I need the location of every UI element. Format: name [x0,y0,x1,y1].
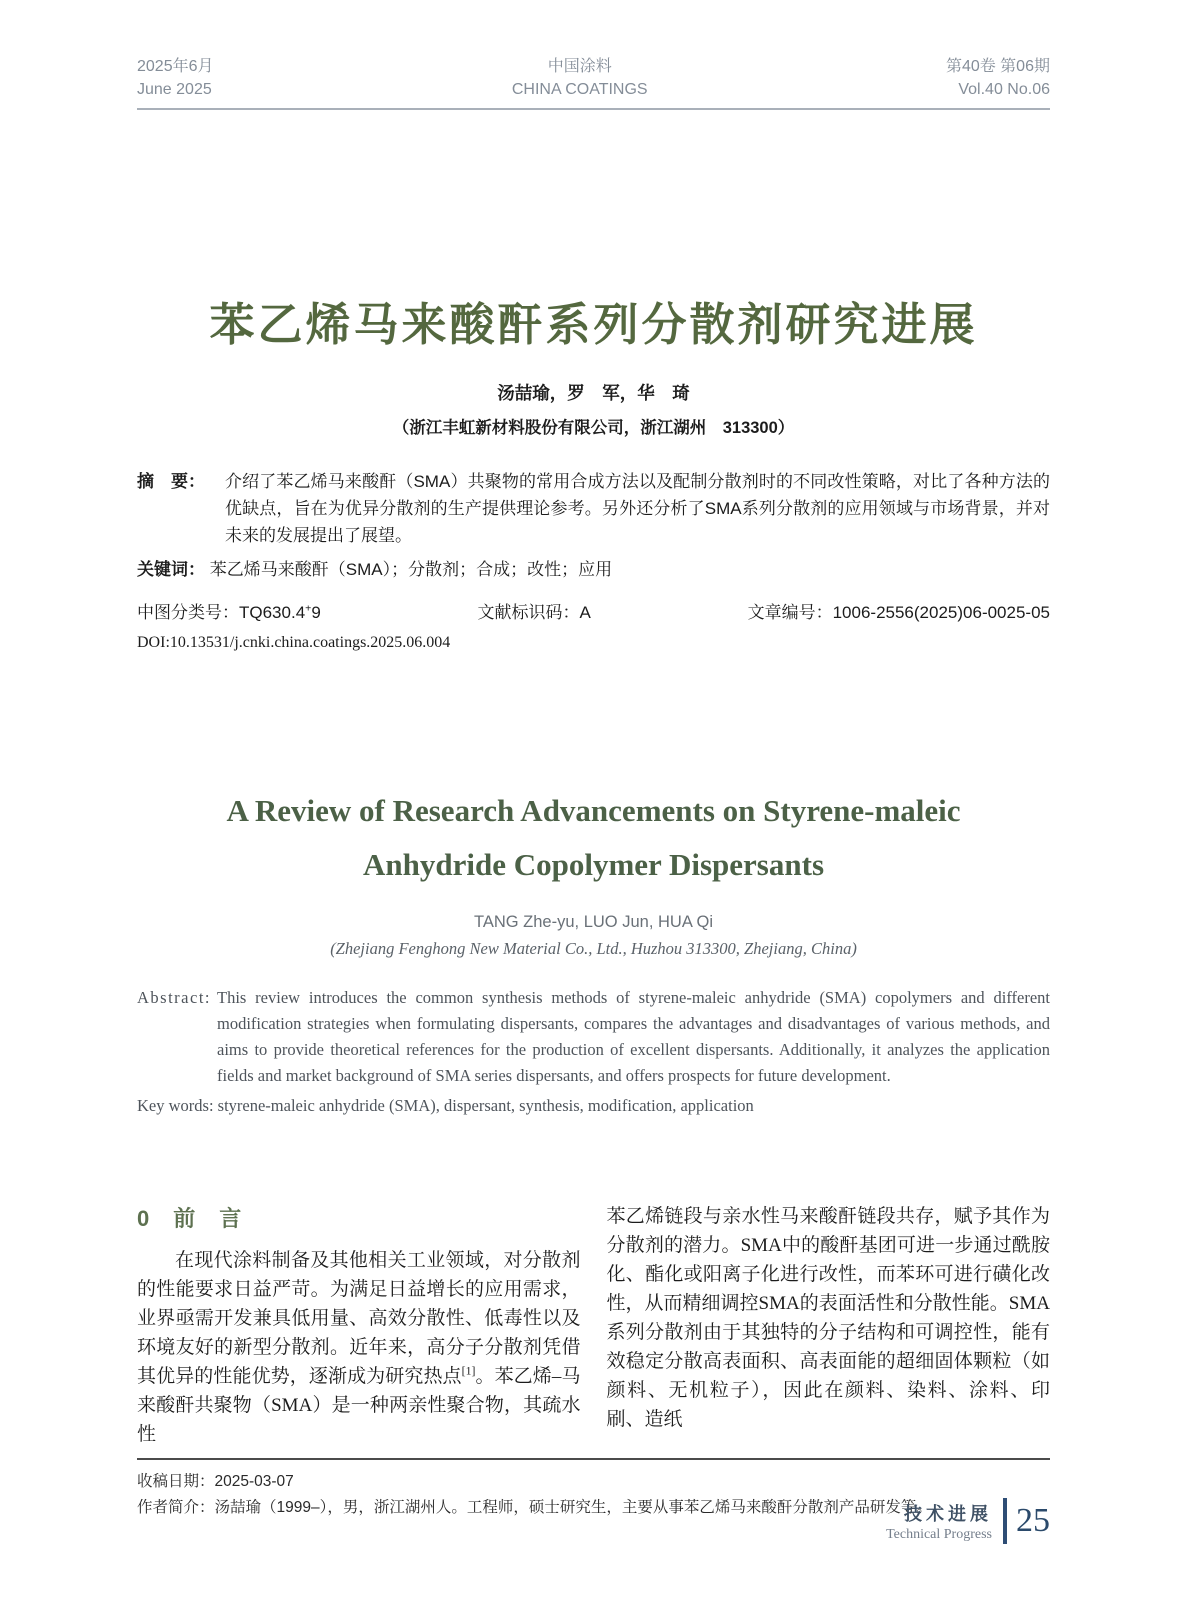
body-columns [137,1202,1050,1449]
keywords-cn [137,555,1050,580]
footer-column-cn: 技术进展 [904,1503,992,1524]
body-column-right [607,1202,1051,1449]
header-date-en: June 2025 [137,81,212,98]
abstract-text-en: This review introduces the common synthesis methods of styrene-maleic anhydride (SMA) copolymers and different modification strategies when formulating dispersants, compares the advantages and disadvantages of various methods, and aims to provide theoretical references for the production of excellent dispersants. Additionally, it analyzes the application fields and market background of SMA series dispersants, and offers prospects for future development. [217,988,1050,1085]
meta-row [137,598,1050,623]
page-number: 25 [1016,1502,1050,1539]
footer-column-en: Technical Progress [886,1526,992,1542]
issue-cn: 第40卷 第06期 [945,58,1050,75]
page-footer [886,1498,1050,1544]
keywords-text-en: styrene-maleic anhydride (SMA), dispersant, synthesis, modification, application [217,1096,754,1115]
article-title-cn: 苯乙烯马来酸酐系列分散剂研究进展 [209,299,978,350]
affiliation-cn: （浙江丰虹新材料股份有限公司，浙江湖州 313300） [392,419,795,437]
keywords-label-cn: 关键词： [137,560,205,579]
doi: DOI:10.13531/j.cnki.china.coatings.2025.06.004 [137,634,451,651]
authors-cn: 汤喆瑜，罗 军，华 琦 [497,383,690,403]
document-code: 文献标识码：A [477,603,591,622]
abstract-en [137,985,1050,1089]
header-journal-name [512,55,648,101]
journal-name-en: CHINA COATINGS [511,81,648,98]
keywords-label-en: Key words: [137,1096,218,1115]
journal-name-cn: 中国涂料 [547,58,612,75]
abstract-label-en: Abstract: [137,988,211,1007]
issue-en: Vol.40 No.06 [958,81,1050,98]
footer-divider-bar [1003,1498,1007,1544]
body-column-left [137,1202,581,1449]
abstract-cn [137,468,1050,549]
footer-column-label [886,1500,992,1543]
keywords-en [137,1096,1050,1116]
article-title-en-line2: Anhydride Copolymer Dispersants [362,847,825,882]
article-title-en [137,784,1050,892]
header-date-cn: 2025年6月 [137,58,214,75]
reference-1-superscript: [1] [461,1364,476,1378]
article-number: 文章编号：1006-2556(2025)06-0025-05 [747,603,1050,622]
clc-number: 中图分类号：TQ630.4+9 [137,602,321,622]
section-heading-preface: 0 前 言 [137,1206,243,1231]
header-issue [946,55,1050,101]
page-header [137,55,1050,110]
author-bio: 作者简介：汤喆瑜（1999–），男，浙江湖州人。工程师，硕士研究生，主要从事苯乙烯马来酸酐分散剂产品研发等。 [137,1499,932,1516]
paragraph-intro-left: 在现代涂料制备及其他相关工业领域，对分散剂的性能要求日益严苛。为满足日益增长的应用需求，业界亟需开发兼具低用量、高效分散性、低毒性以及环境友好的新型分散剂。近年来，高分子分散剂凭借其优异的性能优势，逐渐成为研究热点[1]。苯乙烯–马来酸酐共聚物（SMA）是一种两亲性聚合物，其疏水性 [137,1250,581,1445]
article-title-en-line1: A Review of Research Advancements on Styrene-maleic [226,793,961,828]
affiliation-en: (Zhejiang Fenghong New Material Co., Ltd., Huzhou 313300, Zhejiang, China) [330,939,857,958]
paragraph-intro-right: 苯乙烯链段与亲水性马来酸酐链段共存，赋予其作为分散剂的潜力。SMA中的酸酐基团可进一步通过酰胺化、酯化或阳离子化进行改性，而苯环可进行磺化改性，从而精细调控SMA的表面活性和分散性能。SMA系列分散剂由于其独特的分子结构和可调控性，能有效稳定分散高表面积、高表面能的超细固体颗粒（如颜料、无机粒子），因此在颜料、染料、涂料、印刷、造纸 [606,1206,1050,1430]
clc-superscript: + [305,602,312,615]
abstract-text-cn: 介绍了苯乙烯马来酸酐（SMA）共聚物的常用合成方法以及配制分散剂时的不同改性策略，对比了各种方法的优缺点，旨在为优异分散剂的生产提供理论参考。另外还分析了SMA系列分散剂的应用领域与市场背景，并对未来的发展提出了展望。 [225,472,1050,545]
abstract-label-cn: 摘 要： [137,472,205,491]
received-date: 收稿日期：2025-03-07 [137,1473,294,1490]
authors-en: TANG Zhe-yu, LUO Jun, HUA Qi [473,913,713,931]
keywords-text-cn: 苯乙烯马来酸酐（SMA）；分散剂；合成；改性；应用 [209,560,613,579]
header-date [137,55,214,101]
